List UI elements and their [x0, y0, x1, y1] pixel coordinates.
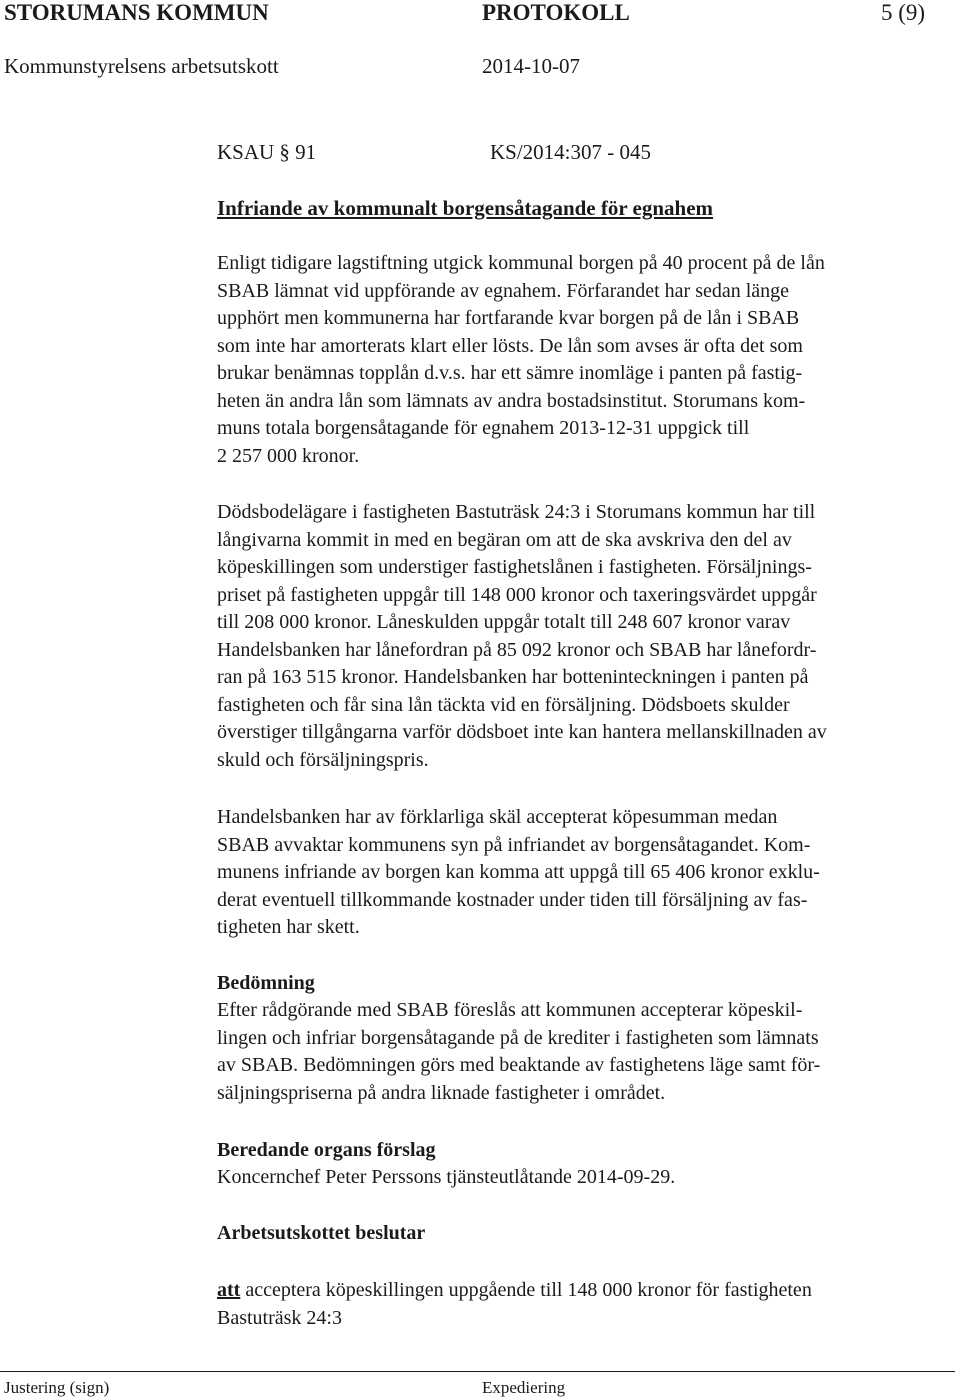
text-line: heten än andra lån som lämnats av andra bostadsinstitut. Storumans kom- [217, 389, 806, 412]
decision-line [217, 1277, 812, 1305]
paragraph-estate-request [217, 499, 827, 774]
text-line: priset på fastigheten uppgår till 148 000 kronor och taxeringsvärdet uppgår [217, 583, 817, 606]
text-line: Efter rådgörande med SBAB föreslås att kommunen accepterar köpeskil- [217, 999, 803, 1021]
text-line: munens infriande av borgen kan komma att uppgå till 65 406 kronor exklu- [217, 861, 820, 883]
text-line: muns totala borgensåtagande för egnahem 2013-12-31 uppgick till [217, 417, 750, 439]
text-line: Dödsbodelägare i fastigheten Bastuträsk 24:3 i Storumans kommun har till [217, 501, 816, 523]
paragraph-bank-acceptance [217, 804, 820, 942]
text-line: köpeskillingen som understiger fastighetslånen i fastigheten. Försäljnings- [217, 556, 812, 578]
text-line: derat eventuell tillkommande kostnader under tiden till försäljning av fas- [217, 888, 808, 911]
decision-keyword: att [217, 1279, 241, 1301]
footer-divider [0, 1371, 955, 1372]
assessment-text [217, 997, 820, 1107]
case-number: KSAU § 91 [217, 140, 317, 164]
text-line: SBAB avvaktar kommunens syn på infriandet av borgensåtagandet. Kom- [217, 833, 811, 856]
text-line: brukar benämnas topplån d.v.s. har ett sämre inomläge i panten på fastig- [217, 362, 803, 384]
text-line: Enligt tidigare lagstiftning utgick kommunal borgen på 40 procent på de lån [217, 252, 825, 274]
text-line: lingen och infriar borgensåtagande på de krediter i fastigheten som lämnats [217, 1026, 819, 1049]
case-title: Infriande av kommunalt borgensåtagande för egnahem [217, 196, 714, 220]
text-line: tigheten har skett. [217, 916, 360, 938]
text-line: långivarna kommit in med en begäran om att de ska avskriva den del av [217, 528, 792, 551]
text-line: av SBAB. Bedömningen görs med beaktande av fastighetens läge samt för- [217, 1054, 821, 1076]
text-line: SBAB lämnat vid uppförande av egnahem. Förfarandet har sedan länge [217, 279, 790, 302]
diarie-number: KS/2014:307 - 045 [490, 140, 652, 164]
meeting-body: Kommunstyrelsens arbetsutskott [4, 54, 279, 78]
decision-property: Bastuträsk 24:3 [217, 1306, 342, 1329]
dispatch-label: Expediering [482, 1378, 566, 1397]
text-line: ran på 163 515 kronor. Handelsbanken har botteninteckningen i panten på [217, 666, 809, 688]
text-line: 2 257 000 kronor. [217, 444, 360, 467]
meeting-date: 2014-10-07 [482, 54, 580, 78]
proposal-heading: Beredande organs förslag [217, 1139, 436, 1161]
decision-text [217, 1277, 812, 1332]
text-line: som inte har amorterats klart eller lösts. De lån som avses är ofta det som [217, 334, 803, 357]
decision-line-rest: acceptera köpeskillingen uppgående till 148 000 kronor för fastigheten [240, 1279, 812, 1301]
signature-label: Justering (sign) [4, 1378, 110, 1397]
text-line: till 208 000 kronor. Låneskulden uppgår totalt till 248 607 kronor varav [217, 611, 791, 633]
proposal-text: Koncernchef Peter Perssons tjänsteutlåtande 2014-09-29. [217, 1166, 676, 1188]
text-line: Handelsbanken har lånefordran på 85 092 kronor och SBAB har lånefordr- [217, 638, 817, 661]
municipality-name: STORUMANS KOMMUN [4, 0, 269, 25]
paragraph-background [217, 250, 825, 470]
assessment-heading: Bedömning [217, 972, 315, 994]
text-line: skuld och försäljningspris. [217, 748, 429, 771]
decision-heading: Arbetsutskottet beslutar [217, 1222, 426, 1244]
document-type: PROTOKOLL [482, 0, 630, 25]
text-line: överstiger tillgångarna varför dödsboet inte kan hantera mellanskillnaden av [217, 721, 827, 743]
text-line: Handelsbanken har av förklarliga skäl accepterat köpesumman medan [217, 806, 778, 828]
text-line: fastigheten och får sina lån täckta vid en försäljning. Dödsboets skulder [217, 693, 790, 716]
text-line: säljningspriserna på andra liknade fastigheter i området. [217, 1081, 666, 1104]
text-line: upphört men kommunerna har fortfarande kvar borgen på de lån i SBAB [217, 307, 800, 329]
page-number: 5 (9) [881, 0, 926, 25]
